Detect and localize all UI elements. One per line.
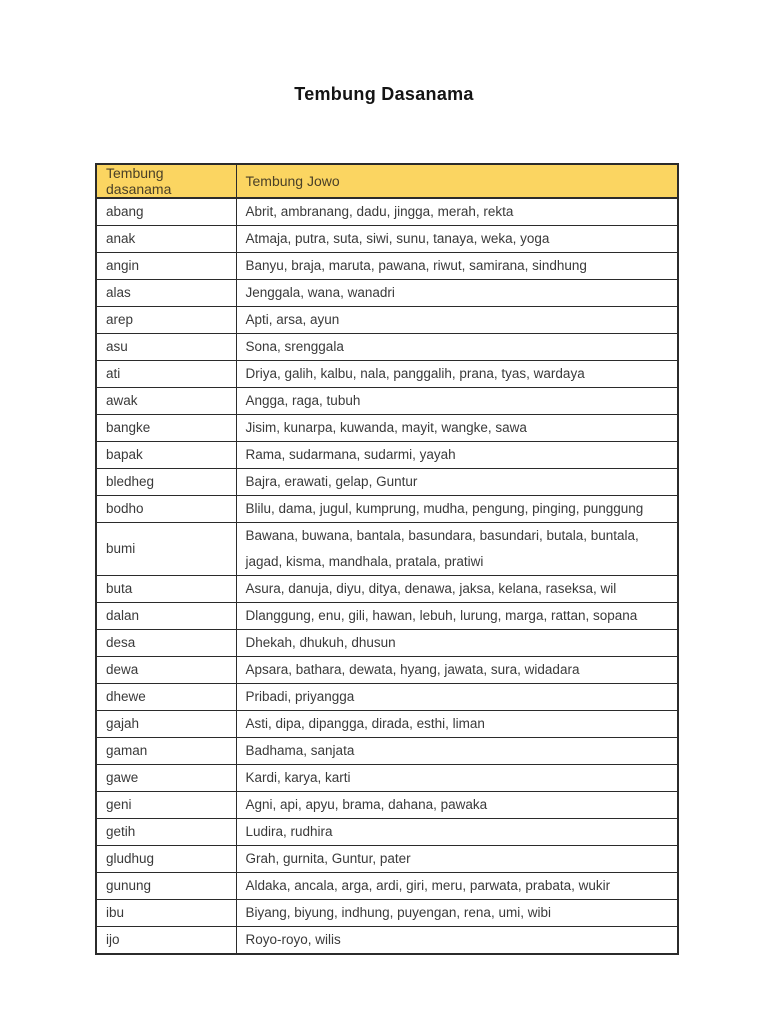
jowo-cell: Sona, srenggala <box>236 334 678 361</box>
jowo-cell: Rama, sudarmana, sudarmi, yayah <box>236 442 678 469</box>
table-row <box>96 442 678 469</box>
jowo-cell: Driya, galih, kalbu, nala, panggalih, prana, tyas, wardaya <box>236 361 678 388</box>
header-tembung-jowo: Tembung Jowo <box>236 164 678 198</box>
table-row <box>96 198 678 226</box>
dasanama-cell: getih <box>96 819 236 846</box>
table-row <box>96 361 678 388</box>
table-row <box>96 765 678 792</box>
dasanama-cell: buta <box>96 576 236 603</box>
table-row <box>96 846 678 873</box>
dasanama-cell: dewa <box>96 657 236 684</box>
table-body <box>96 198 678 954</box>
dasanama-table <box>95 163 679 955</box>
page-title: Tembung Dasanama <box>294 84 474 104</box>
jowo-cell: Banyu, braja, maruta, pawana, riwut, samirana, sindhung <box>236 253 678 280</box>
dasanama-cell: bangke <box>96 415 236 442</box>
dasanama-cell: asu <box>96 334 236 361</box>
table-row <box>96 792 678 819</box>
table-row <box>96 415 678 442</box>
jowo-cell: Ludira, rudhira <box>236 819 678 846</box>
dasanama-cell: abang <box>96 198 236 226</box>
jowo-cell: Biyang, biyung, indhung, puyengan, rena, umi, wibi <box>236 900 678 927</box>
dasanama-cell: alas <box>96 280 236 307</box>
jowo-cell: Jenggala, wana, wanadri <box>236 280 678 307</box>
dasanama-cell: bodho <box>96 496 236 523</box>
table-row <box>96 684 678 711</box>
dasanama-cell: geni <box>96 792 236 819</box>
dasanama-cell: gludhug <box>96 846 236 873</box>
jowo-cell: Dlanggung, enu, gili, hawan, lebuh, lurung, marga, rattan, sopana <box>236 603 678 630</box>
dasanama-cell: arep <box>96 307 236 334</box>
table-row <box>96 280 678 307</box>
jowo-cell: Apti, arsa, ayun <box>236 307 678 334</box>
header-tembung-dasanama: Tembung dasanama <box>96 164 236 198</box>
dasanama-cell: dalan <box>96 603 236 630</box>
table-row <box>96 738 678 765</box>
jowo-cell: Asti, dipa, dipangga, dirada, esthi, liman <box>236 711 678 738</box>
dasanama-cell: bumi <box>96 523 236 576</box>
table-row <box>96 603 678 630</box>
jowo-cell: Bawana, buwana, bantala, basundara, basundari, butala, buntala, jagad, kisma, mandhala, pratala, pratiwi <box>236 523 678 576</box>
dasanama-cell: anak <box>96 226 236 253</box>
table-row <box>96 927 678 955</box>
table-row <box>96 226 678 253</box>
table-row <box>96 657 678 684</box>
dasanama-cell: ati <box>96 361 236 388</box>
jowo-cell: Blilu, dama, jugul, kumprung, mudha, pengung, pinging, punggung <box>236 496 678 523</box>
table-row <box>96 496 678 523</box>
jowo-cell: Kardi, karya, karti <box>236 765 678 792</box>
dasanama-cell: gunung <box>96 873 236 900</box>
table-header-row <box>96 164 678 198</box>
dasanama-cell: angin <box>96 253 236 280</box>
jowo-cell: Bajra, erawati, gelap, Guntur <box>236 469 678 496</box>
jowo-cell: Asura, danuja, diyu, ditya, denawa, jaksa, kelana, raseksa, wil <box>236 576 678 603</box>
jowo-cell: Royo-royo, wilis <box>236 927 678 955</box>
dasanama-cell: gaman <box>96 738 236 765</box>
dasanama-cell: ibu <box>96 900 236 927</box>
jowo-cell: Jisim, kunarpa, kuwanda, mayit, wangke, sawa <box>236 415 678 442</box>
dasanama-cell: gajah <box>96 711 236 738</box>
jowo-cell: Apsara, bathara, dewata, hyang, jawata, sura, widadara <box>236 657 678 684</box>
table-row <box>96 469 678 496</box>
jowo-cell: Atmaja, putra, suta, siwi, sunu, tanaya, weka, yoga <box>236 226 678 253</box>
table-row <box>96 307 678 334</box>
table-row <box>96 630 678 657</box>
jowo-cell: Pribadi, priyangga <box>236 684 678 711</box>
table-row <box>96 900 678 927</box>
dasanama-cell: desa <box>96 630 236 657</box>
jowo-cell: Aldaka, ancala, arga, ardi, giri, meru, parwata, prabata, wukir <box>236 873 678 900</box>
dasanama-cell: bapak <box>96 442 236 469</box>
jowo-cell: Abrit, ambranang, dadu, jingga, merah, rekta <box>236 198 678 226</box>
dasanama-cell: awak <box>96 388 236 415</box>
jowo-cell: Grah, gurnita, Guntur, pater <box>236 846 678 873</box>
dasanama-cell: gawe <box>96 765 236 792</box>
table-row <box>96 523 678 576</box>
jowo-cell: Dhekah, dhukuh, dhusun <box>236 630 678 657</box>
jowo-cell: Badhama, sanjata <box>236 738 678 765</box>
table-row <box>96 253 678 280</box>
dasanama-cell: ijo <box>96 927 236 955</box>
table-row <box>96 334 678 361</box>
dasanama-cell: bledheg <box>96 469 236 496</box>
jowo-cell: Angga, raga, tubuh <box>236 388 678 415</box>
table-row <box>96 711 678 738</box>
table-row <box>96 819 678 846</box>
dasanama-cell: dhewe <box>96 684 236 711</box>
table-row <box>96 576 678 603</box>
table-row <box>96 388 678 415</box>
table-row <box>96 873 678 900</box>
jowo-cell: Agni, api, apyu, brama, dahana, pawaka <box>236 792 678 819</box>
